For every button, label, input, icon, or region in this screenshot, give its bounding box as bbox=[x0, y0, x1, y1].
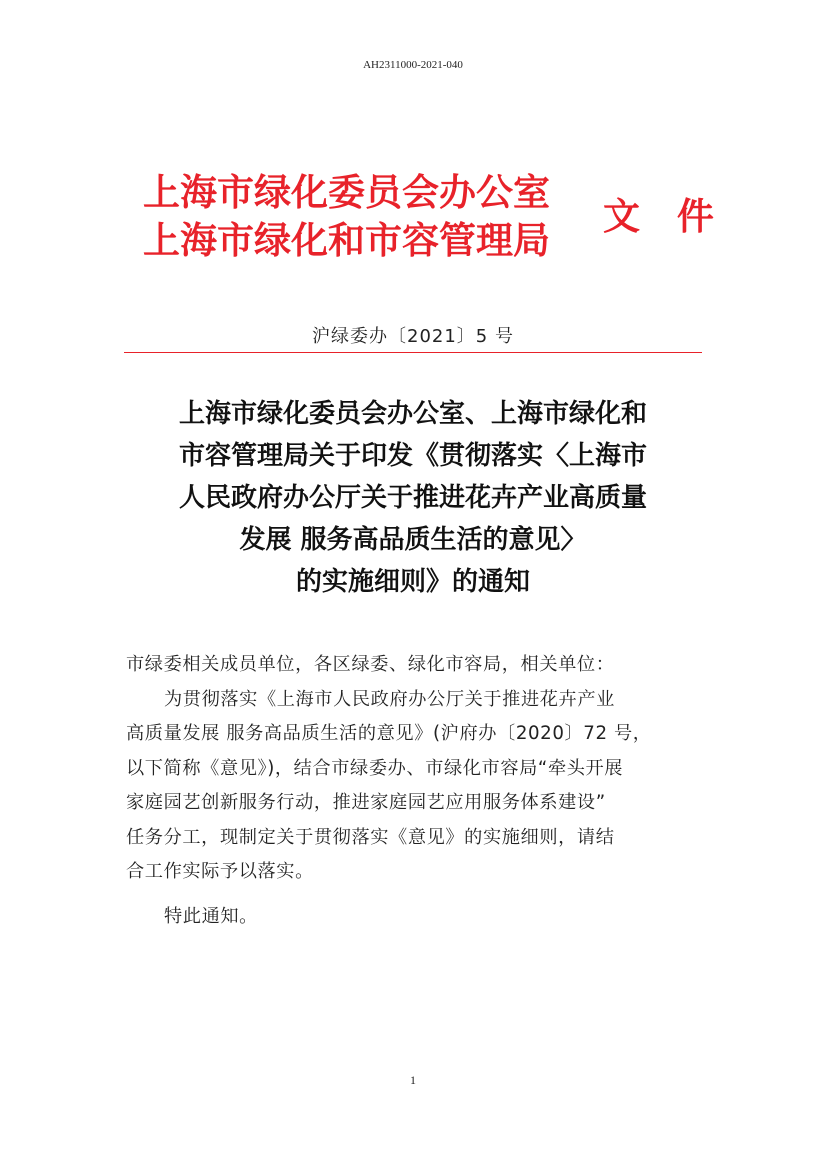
body-line: 以下简称《意见》)，结合市绿委办、市绿化市容局“牵头开展 bbox=[126, 757, 624, 779]
document-type-label: 文 件 bbox=[603, 194, 726, 238]
body-line: 家庭园艺创新服务行动，推进家庭园艺应用服务体系建设” bbox=[126, 792, 606, 813]
title-line: 上海市绿化委员会办公室、上海市绿化和 bbox=[178, 399, 647, 429]
page-number: 1 bbox=[410, 1073, 416, 1087]
document-number: 沪绿委办〔2021〕5 号 bbox=[312, 326, 514, 347]
recipients-line: 市绿委相关成员单位，各区绿委、绿化市容局，相关单位： bbox=[126, 654, 615, 675]
body-line: 高质量发展 服务高品质生活的意见》(沪府办〔2020〕72 号， bbox=[126, 723, 652, 744]
title-line: 发展 服务高品质生活的意见〉 bbox=[239, 525, 587, 555]
title-line: 市容管理局关于印发《贯彻落实〈上海市 bbox=[178, 441, 647, 471]
document-body bbox=[126, 648, 706, 934]
closing-line: 特此通知。 bbox=[164, 905, 258, 927]
red-header bbox=[143, 168, 726, 278]
issuer-line-1: 上海市绿化委员会办公室 bbox=[143, 170, 550, 214]
body-line: 任务分工，现制定关于贯彻落实《意见》的实施细则，请结 bbox=[126, 826, 615, 848]
title-line: 人民政府办公厅关于推进花卉产业高质量 bbox=[178, 483, 647, 513]
title-line: 的实施细则》的通知 bbox=[295, 567, 530, 597]
body-line: 为贯彻落实《上海市人民政府办公厅关于推进花卉产业 bbox=[164, 688, 615, 710]
issuer-line-2: 上海市绿化和市容管理局 bbox=[143, 218, 550, 262]
document-title bbox=[110, 393, 716, 603]
body-line: 合工作实际予以落实。 bbox=[126, 861, 314, 882]
document-code: AH2311000-2021-040 bbox=[363, 59, 463, 71]
red-divider bbox=[124, 352, 702, 353]
